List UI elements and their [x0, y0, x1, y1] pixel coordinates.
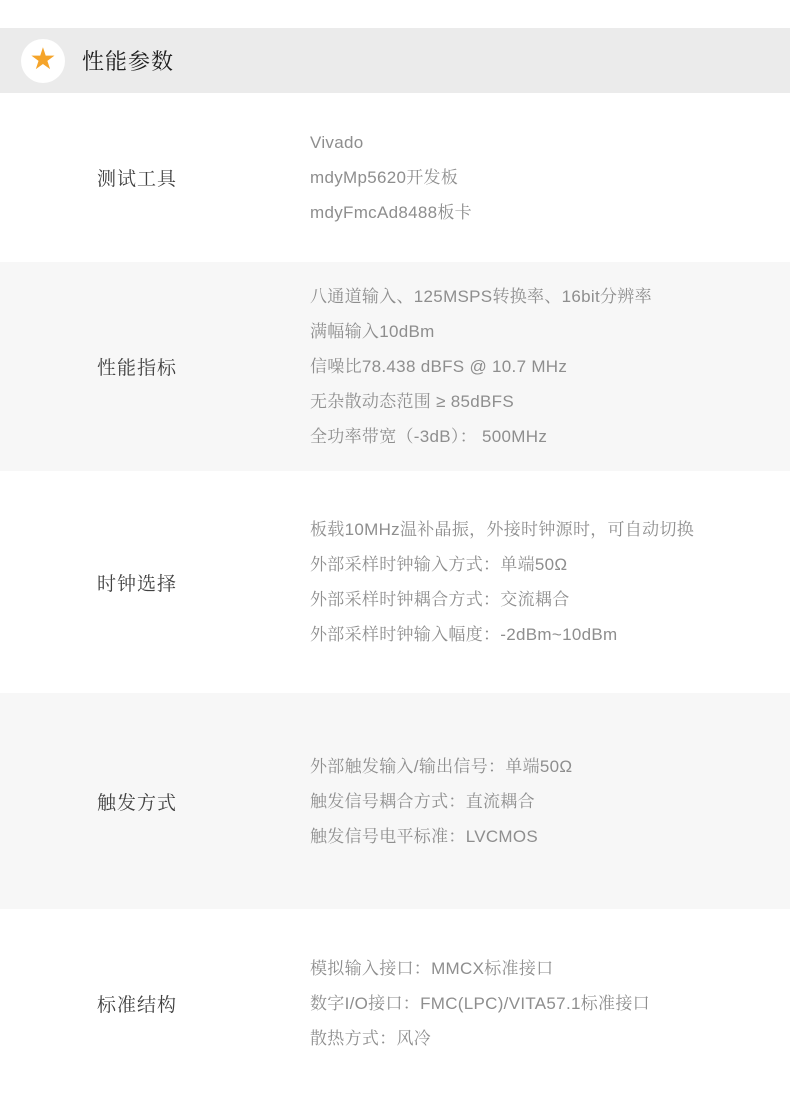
spec-values [310, 279, 790, 454]
spec-values [310, 951, 790, 1056]
spec-value: 信噪比78.438 dBFS @ 10.7 MHz [310, 357, 568, 376]
spec-value: 八通道输入、125MSPS转换率、16bit分辨率 [310, 287, 652, 306]
spec-value: mdyFmcAd8488板卡 [310, 203, 472, 222]
spec-value: 无杂散动态范围 ≥ 85dBFS [310, 392, 515, 411]
spec-row-test-tools [0, 93, 790, 262]
spec-label: 时钟选择 [97, 573, 178, 595]
spec-value: 外部采样时钟输入幅度：-2dBm~10dBm [310, 625, 618, 644]
top-spacer [0, 0, 790, 28]
section-header [0, 28, 790, 93]
spec-value: 散热方式：风冷 [310, 1028, 432, 1048]
spec-value: 全功率带宽（-3dB）： 500MHz [310, 427, 548, 446]
spec-value: 数字I/O接口：FMC(LPC)/VITA57.1标准接口 [310, 993, 650, 1013]
spec-row-standard-structure [0, 909, 790, 1097]
spec-values [310, 512, 790, 652]
spec-row-clock-select [0, 471, 790, 693]
spec-value: 满幅输入10dBm [310, 322, 435, 341]
spec-value: Vivado [310, 133, 364, 152]
spec-label: 触发方式 [97, 792, 178, 814]
spec-value: 板载10MHz温补晶振，外接时钟源时，可自动切换 [310, 520, 695, 539]
star-icon: ★ [29, 42, 57, 76]
spec-label: 标准结构 [97, 994, 178, 1016]
spec-row-trigger-mode [0, 693, 790, 909]
spec-value: 外部触发输入/输出信号：单端50Ω [310, 756, 573, 776]
spec-label: 性能指标 [97, 358, 178, 379]
spec-value: 触发信号耦合方式：直流耦合 [310, 791, 535, 811]
star-icon-badge [21, 39, 65, 83]
spec-values [310, 125, 790, 230]
spec-value: mdyMp5620开发板 [310, 168, 459, 187]
spec-value: 外部采样时钟耦合方式：交流耦合 [310, 590, 570, 609]
spec-value: 外部采样时钟输入方式：单端50Ω [310, 555, 568, 574]
spec-label: 测试工具 [97, 169, 178, 190]
spec-row-performance [0, 262, 790, 471]
spec-values [310, 749, 790, 854]
spec-value: 模拟输入接口：MMCX标准接口 [310, 958, 554, 978]
spec-value: 触发信号电平标准：LVCMOS [310, 826, 539, 846]
page-title: 性能参数 [82, 49, 175, 74]
